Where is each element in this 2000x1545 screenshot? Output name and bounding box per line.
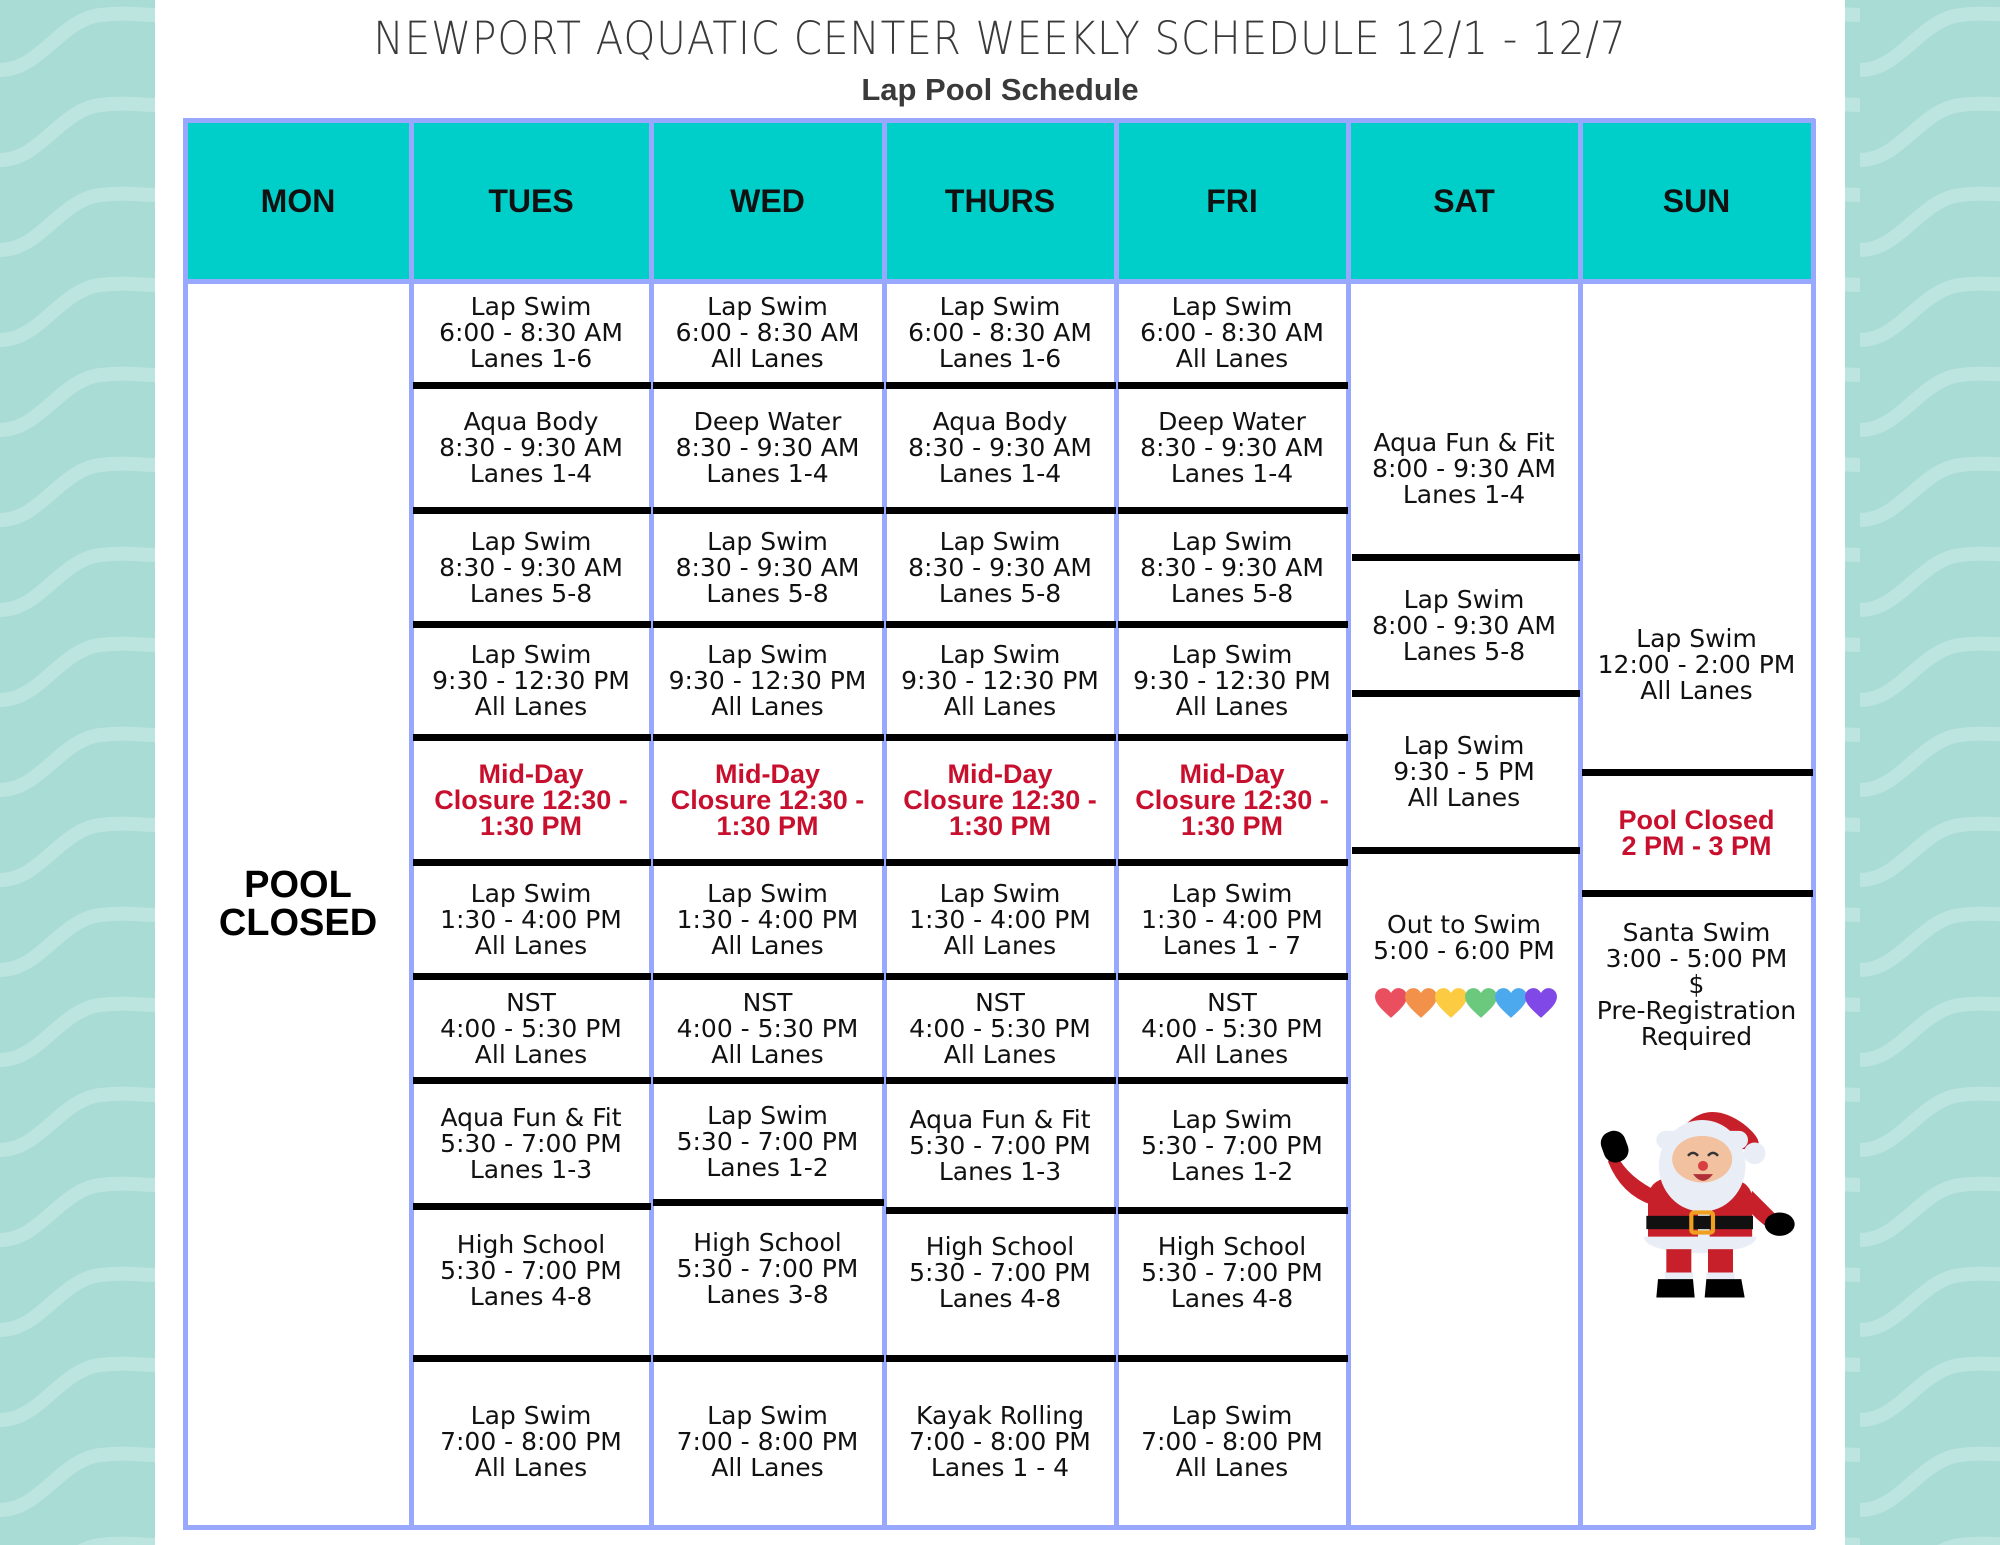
page-title: NEWPORT AQUATIC CENTER WEEKLY SCHEDULE 12/1 - 12/7 bbox=[373, 12, 1627, 65]
session-text: All Lanes bbox=[943, 1039, 1057, 1069]
session-text: 5:30 - 7:00 PM bbox=[909, 1130, 1091, 1160]
session-text: 4:00 - 5:30 PM bbox=[1141, 1013, 1323, 1043]
day-header-sat bbox=[1348, 121, 1580, 281]
row-divider bbox=[413, 621, 651, 628]
session-text: 6:00 - 8:30 AM bbox=[1140, 318, 1324, 347]
row-divider bbox=[886, 973, 1116, 980]
schedule-cell bbox=[1119, 628, 1345, 734]
session-text: Lanes 1-3 bbox=[938, 1156, 1062, 1186]
schedule-cell bbox=[887, 628, 1113, 734]
session-text: Lanes 1-3 bbox=[469, 1154, 593, 1184]
closure-text: Closure 12:30 - bbox=[434, 785, 628, 815]
day-label: MON bbox=[260, 182, 336, 219]
session-text: Aqua Fun & Fit bbox=[1373, 428, 1555, 457]
row-divider bbox=[653, 859, 884, 866]
closure-text: 2 PM - 3 PM bbox=[1621, 831, 1772, 861]
schedule-cell bbox=[654, 741, 881, 859]
closure-text: Mid-Day bbox=[947, 759, 1053, 789]
schedule-cell bbox=[414, 628, 648, 734]
session-text: All Lanes bbox=[1407, 783, 1521, 812]
session-text: 12:00 - 2:00 PM bbox=[1597, 650, 1796, 679]
session-text: All Lanes bbox=[1640, 676, 1753, 705]
schedule-cell bbox=[1119, 1202, 1345, 1343]
schedule-cell bbox=[414, 866, 648, 973]
session-text: 8:30 - 9:30 AM bbox=[439, 433, 623, 462]
row-divider bbox=[413, 1077, 651, 1084]
session-text: Lap Swim bbox=[470, 1400, 592, 1430]
row-divider bbox=[1118, 1077, 1348, 1084]
day-header-mon bbox=[185, 121, 411, 281]
session-text: Lanes 1-4 bbox=[469, 459, 593, 488]
session-text: Lanes 1 - 7 bbox=[1162, 930, 1302, 960]
session-text: Lap Swim bbox=[1403, 584, 1525, 614]
session-text: Aqua Body bbox=[463, 407, 599, 436]
session-text: Lanes 4-8 bbox=[469, 1281, 593, 1311]
session-text: 9:30 - 12:30 PM bbox=[901, 666, 1099, 695]
schedule-cell bbox=[414, 389, 648, 507]
grid-top-border bbox=[183, 118, 1815, 123]
row-divider bbox=[653, 507, 884, 514]
schedule-cell bbox=[887, 514, 1113, 621]
schedule-cell bbox=[654, 514, 881, 621]
closure-text: Closure 12:30 - bbox=[903, 785, 1097, 815]
schedule-cell bbox=[654, 628, 881, 734]
row-divider bbox=[653, 621, 884, 628]
schedule-cell bbox=[887, 1202, 1113, 1343]
session-text: High School bbox=[1157, 1231, 1307, 1261]
schedule-cell bbox=[414, 1084, 648, 1203]
session-text: All Lanes bbox=[943, 692, 1057, 721]
session-text: All Lanes bbox=[711, 692, 824, 721]
schedule-cell bbox=[1119, 866, 1345, 973]
row-divider bbox=[1352, 554, 1580, 561]
heart-icon bbox=[1434, 986, 1468, 1020]
row-divider bbox=[886, 382, 1116, 389]
pool-closed-label: CLOSED bbox=[218, 902, 378, 944]
session-text: Lanes 1-6 bbox=[469, 344, 593, 373]
day-header-thurs bbox=[884, 121, 1116, 281]
session-text: Lap Swim bbox=[470, 878, 592, 908]
schedule-cell bbox=[1583, 776, 1810, 890]
row-divider bbox=[1118, 1355, 1348, 1362]
session-text: Lap Swim bbox=[1171, 1400, 1293, 1430]
session-text: All Lanes bbox=[474, 930, 588, 960]
session-text: 5:30 - 7:00 PM bbox=[440, 1128, 622, 1158]
session-text: Deep Water bbox=[693, 407, 842, 436]
schedule-cell bbox=[887, 866, 1113, 973]
session-text: Lap Swim bbox=[1171, 526, 1293, 556]
session-text: 4:00 - 5:30 PM bbox=[909, 1013, 1091, 1043]
session-text: 8:30 - 9:30 AM bbox=[439, 552, 623, 582]
row-divider bbox=[886, 1207, 1116, 1214]
session-text: Lap Swim bbox=[707, 1400, 828, 1430]
row-divider bbox=[1352, 690, 1580, 697]
row-divider bbox=[1582, 890, 1813, 897]
session-text: Out to Swim bbox=[1387, 909, 1541, 939]
schedule-cell bbox=[654, 389, 881, 507]
session-text: 5:30 - 7:00 PM bbox=[440, 1255, 622, 1285]
schedule-cell bbox=[414, 741, 648, 859]
session-text: 7:00 - 8:00 PM bbox=[909, 1426, 1091, 1456]
schedule-cell bbox=[1351, 561, 1577, 690]
session-text: Lap Swim bbox=[707, 1100, 828, 1130]
day-header-tues bbox=[411, 121, 651, 281]
session-text: Lanes 1-2 bbox=[1170, 1156, 1294, 1186]
session-text: Lap Swim bbox=[1403, 731, 1525, 760]
row-divider bbox=[413, 973, 651, 980]
session-text: 5:30 - 7:00 PM bbox=[676, 1126, 859, 1156]
rainbow-hearts-icon bbox=[1374, 986, 1554, 1020]
schedule-cell bbox=[654, 1084, 881, 1199]
closure-text: Mid-Day bbox=[478, 759, 584, 789]
closure-text: Mid-Day bbox=[714, 759, 820, 789]
session-text: Lap Swim bbox=[470, 526, 592, 556]
heart-icon bbox=[1524, 986, 1558, 1020]
session-text: 1:30 - 4:00 PM bbox=[1141, 904, 1323, 934]
session-text: Lanes 1-4 bbox=[1402, 480, 1526, 509]
session-text: Lanes 1-2 bbox=[706, 1152, 829, 1182]
session-text: All Lanes bbox=[1175, 1452, 1289, 1482]
row-divider bbox=[1118, 859, 1348, 866]
row-divider bbox=[653, 1199, 884, 1206]
session-text: 5:30 - 7:00 PM bbox=[1141, 1257, 1323, 1287]
schedule-cell bbox=[887, 980, 1113, 1077]
session-text: NST bbox=[742, 987, 793, 1017]
session-text: Lap Swim bbox=[707, 526, 828, 556]
row-divider bbox=[653, 973, 884, 980]
row-divider bbox=[886, 621, 1116, 628]
session-text: Aqua Body bbox=[932, 407, 1068, 436]
session-text: 8:30 - 9:30 AM bbox=[1140, 552, 1324, 582]
session-text: Required bbox=[1640, 1022, 1753, 1051]
schedule-cell bbox=[887, 1084, 1113, 1207]
session-text: 5:30 - 7:00 PM bbox=[1141, 1130, 1323, 1160]
heart-icon bbox=[1494, 986, 1528, 1020]
day-header-sun bbox=[1580, 121, 1813, 281]
session-text: High School bbox=[456, 1229, 606, 1259]
day-header-fri bbox=[1116, 121, 1348, 281]
row-divider bbox=[413, 1355, 651, 1362]
session-text: All Lanes bbox=[711, 344, 824, 373]
session-text: Lanes 1-6 bbox=[938, 344, 1062, 373]
schedule-cell bbox=[1119, 1084, 1345, 1207]
session-text: Lanes 1-4 bbox=[938, 459, 1062, 488]
session-text: Lap Swim bbox=[939, 640, 1061, 669]
row-divider bbox=[413, 382, 651, 389]
session-text: 9:30 - 12:30 PM bbox=[1133, 666, 1331, 695]
row-divider bbox=[1582, 769, 1813, 776]
session-text: 3:00 - 5:00 PM bbox=[1605, 944, 1788, 973]
schedule-cell bbox=[654, 980, 881, 1077]
schedule-cell bbox=[1119, 741, 1345, 859]
schedule-cell bbox=[887, 284, 1113, 382]
row-divider bbox=[413, 507, 651, 514]
schedule-cell bbox=[887, 1362, 1113, 1521]
session-text: 8:30 - 9:30 AM bbox=[908, 552, 1092, 582]
row-divider bbox=[653, 734, 884, 741]
session-text: Lanes 1-4 bbox=[706, 459, 829, 488]
session-text: Lanes 1-4 bbox=[1170, 459, 1294, 488]
session-text: Lap Swim bbox=[707, 292, 828, 321]
session-text: NST bbox=[975, 987, 1025, 1017]
row-divider bbox=[1118, 621, 1348, 628]
closure-text: Closure 12:30 - bbox=[1135, 785, 1329, 815]
session-text: Aqua Fun & Fit bbox=[909, 1104, 1091, 1134]
session-text: 7:00 - 8:00 PM bbox=[1141, 1426, 1323, 1456]
session-text: Lanes 3-8 bbox=[706, 1279, 829, 1309]
row-divider bbox=[886, 1077, 1116, 1084]
session-text: 4:00 - 5:30 PM bbox=[676, 1013, 859, 1043]
closure-text: 1:30 PM bbox=[1180, 811, 1284, 841]
session-text: NST bbox=[1207, 987, 1257, 1017]
heart-icon bbox=[1404, 986, 1438, 1020]
row-divider bbox=[1118, 734, 1348, 741]
session-text: All Lanes bbox=[1175, 692, 1289, 721]
session-text: Lap Swim bbox=[939, 292, 1061, 321]
schedule-cell bbox=[414, 284, 648, 382]
closure-text: 1:30 PM bbox=[479, 811, 583, 841]
row-divider bbox=[653, 382, 884, 389]
session-text: Lanes 1 - 4 bbox=[930, 1452, 1070, 1482]
session-text: All Lanes bbox=[711, 1452, 824, 1482]
grid-bottom-border bbox=[183, 1525, 1815, 1530]
day-label: THURS bbox=[944, 182, 1056, 219]
schedule-cell bbox=[1119, 980, 1345, 1077]
session-text: 8:30 - 9:30 AM bbox=[1140, 433, 1324, 462]
row-divider bbox=[1352, 847, 1580, 854]
closure-text: Mid-Day bbox=[1179, 759, 1285, 789]
session-text: All Lanes bbox=[943, 930, 1057, 960]
session-text: High School bbox=[925, 1231, 1075, 1261]
session-text: Lanes 5-8 bbox=[1402, 636, 1526, 666]
schedule-cell bbox=[1119, 1362, 1345, 1521]
session-text: 1:30 - 4:00 PM bbox=[676, 904, 859, 934]
closure-text: Closure 12:30 - bbox=[670, 785, 865, 815]
session-text: All Lanes bbox=[474, 1039, 588, 1069]
row-divider bbox=[413, 734, 651, 741]
schedule-cell bbox=[654, 866, 881, 973]
schedule-cell bbox=[887, 389, 1113, 507]
session-text: Lap Swim bbox=[1171, 292, 1293, 321]
session-text: Lap Swim bbox=[470, 640, 592, 669]
session-text: All Lanes bbox=[474, 1452, 588, 1482]
session-text: Lap Swim bbox=[707, 878, 828, 908]
session-text: 1:30 - 4:00 PM bbox=[440, 904, 622, 934]
schedule-cell bbox=[1583, 900, 1810, 1070]
session-text: Lap Swim bbox=[939, 878, 1061, 908]
schedule-cell bbox=[654, 284, 881, 382]
row-divider bbox=[1118, 382, 1348, 389]
day-label: SAT bbox=[1433, 182, 1495, 219]
day-header-wed bbox=[651, 121, 884, 281]
session-text: 8:30 - 9:30 AM bbox=[908, 433, 1092, 462]
row-divider bbox=[1118, 1207, 1348, 1214]
day-label: FRI bbox=[1206, 182, 1258, 219]
session-text: All Lanes bbox=[1175, 344, 1289, 373]
row-divider bbox=[413, 1203, 651, 1210]
row-divider bbox=[886, 1355, 1116, 1362]
session-text: 7:00 - 8:00 PM bbox=[440, 1426, 622, 1456]
session-text: 1:30 - 4:00 PM bbox=[909, 904, 1091, 934]
row-divider bbox=[886, 859, 1116, 866]
schedule-cell bbox=[1119, 514, 1345, 621]
session-text: Santa Swim bbox=[1622, 918, 1771, 947]
session-text: All Lanes bbox=[474, 692, 588, 721]
session-text: Lap Swim bbox=[1636, 624, 1757, 653]
schedule-cell bbox=[414, 980, 648, 1077]
session-text: Lanes 4-8 bbox=[938, 1283, 1062, 1313]
row-divider bbox=[1118, 507, 1348, 514]
heart-icon bbox=[1464, 986, 1498, 1020]
day-label: SUN bbox=[1662, 182, 1731, 219]
session-text: 5:30 - 7:00 PM bbox=[676, 1253, 859, 1283]
closure-text: 1:30 PM bbox=[948, 811, 1052, 841]
page-subtitle: Lap Pool Schedule bbox=[861, 72, 1139, 107]
schedule-cell bbox=[1351, 697, 1577, 847]
session-text: 8:00 - 9:30 AM bbox=[1372, 454, 1556, 483]
row-divider bbox=[653, 1355, 884, 1362]
session-text: All Lanes bbox=[711, 930, 824, 960]
session-text: All Lanes bbox=[1175, 1039, 1289, 1069]
heart-icon bbox=[1374, 986, 1408, 1020]
session-text: Lanes 4-8 bbox=[1170, 1283, 1294, 1313]
row-divider bbox=[1118, 973, 1348, 980]
schedule-cell bbox=[654, 1194, 881, 1343]
session-text: Lap Swim bbox=[939, 526, 1061, 556]
session-text: 9:30 - 5 PM bbox=[1393, 757, 1535, 786]
session-text: High School bbox=[693, 1227, 842, 1257]
grid-vline bbox=[1811, 119, 1816, 1529]
day-label: WED bbox=[730, 182, 805, 219]
pool-closed-label: POOL bbox=[244, 864, 352, 906]
session-text: Lap Swim bbox=[1171, 878, 1293, 908]
schedule-cell bbox=[1119, 389, 1345, 507]
session-text: 6:00 - 8:30 AM bbox=[675, 318, 860, 347]
session-text: Deep Water bbox=[1158, 407, 1306, 436]
session-text: Kayak Rolling bbox=[916, 1400, 1084, 1430]
session-text: Lap Swim bbox=[1171, 1104, 1293, 1134]
schedule-cell bbox=[1583, 560, 1810, 770]
schedule-cell bbox=[414, 514, 648, 621]
session-text: Lanes 5-8 bbox=[469, 578, 593, 608]
session-text: 6:00 - 8:30 AM bbox=[439, 318, 623, 347]
session-text: Aqua Fun & Fit bbox=[440, 1102, 622, 1132]
row-divider bbox=[413, 859, 651, 866]
session-text: 4:00 - 5:30 PM bbox=[440, 1013, 622, 1043]
monday-pool-closed bbox=[185, 281, 411, 1527]
schedule-cell bbox=[887, 741, 1113, 859]
session-text: Lanes 5-8 bbox=[938, 578, 1062, 608]
session-text: 5:00 - 6:00 PM bbox=[1373, 935, 1555, 965]
session-text: Lanes 5-8 bbox=[706, 578, 829, 608]
closure-text: Pool Closed bbox=[1618, 805, 1775, 835]
closure-text: 1:30 PM bbox=[716, 811, 819, 841]
schedule-cell bbox=[1351, 384, 1577, 554]
row-divider bbox=[886, 734, 1116, 741]
schedule-cell bbox=[654, 1362, 881, 1521]
session-text: 9:30 - 12:30 PM bbox=[668, 666, 867, 695]
row-divider bbox=[886, 507, 1116, 514]
schedule-cell bbox=[414, 1362, 648, 1521]
session-text: 8:30 - 9:30 AM bbox=[675, 433, 860, 462]
session-text: Lap Swim bbox=[707, 640, 828, 669]
session-text: 6:00 - 8:30 AM bbox=[908, 318, 1092, 347]
session-text: 7:00 - 8:00 PM bbox=[676, 1426, 859, 1456]
session-text: Pre-Registration bbox=[1596, 996, 1797, 1025]
session-text: Lap Swim bbox=[1171, 640, 1293, 669]
session-text: Lanes 5-8 bbox=[1170, 578, 1294, 608]
schedule-cell bbox=[414, 1198, 648, 1343]
session-text: $ bbox=[1688, 970, 1705, 999]
session-text: 8:00 - 9:30 AM bbox=[1372, 610, 1556, 640]
schedule-cell bbox=[1119, 284, 1345, 382]
session-text: 8:30 - 9:30 AM bbox=[675, 552, 860, 582]
session-text: 5:30 - 7:00 PM bbox=[909, 1257, 1091, 1287]
session-text: NST bbox=[506, 987, 556, 1017]
session-text: 9:30 - 12:30 PM bbox=[432, 666, 630, 695]
day-label: TUES bbox=[488, 182, 574, 219]
santa-illustration bbox=[1598, 1080, 1798, 1310]
schedule-cell bbox=[1351, 854, 1577, 1077]
session-text: Lap Swim bbox=[470, 292, 592, 321]
row-divider bbox=[653, 1077, 884, 1084]
session-text: All Lanes bbox=[711, 1039, 824, 1069]
